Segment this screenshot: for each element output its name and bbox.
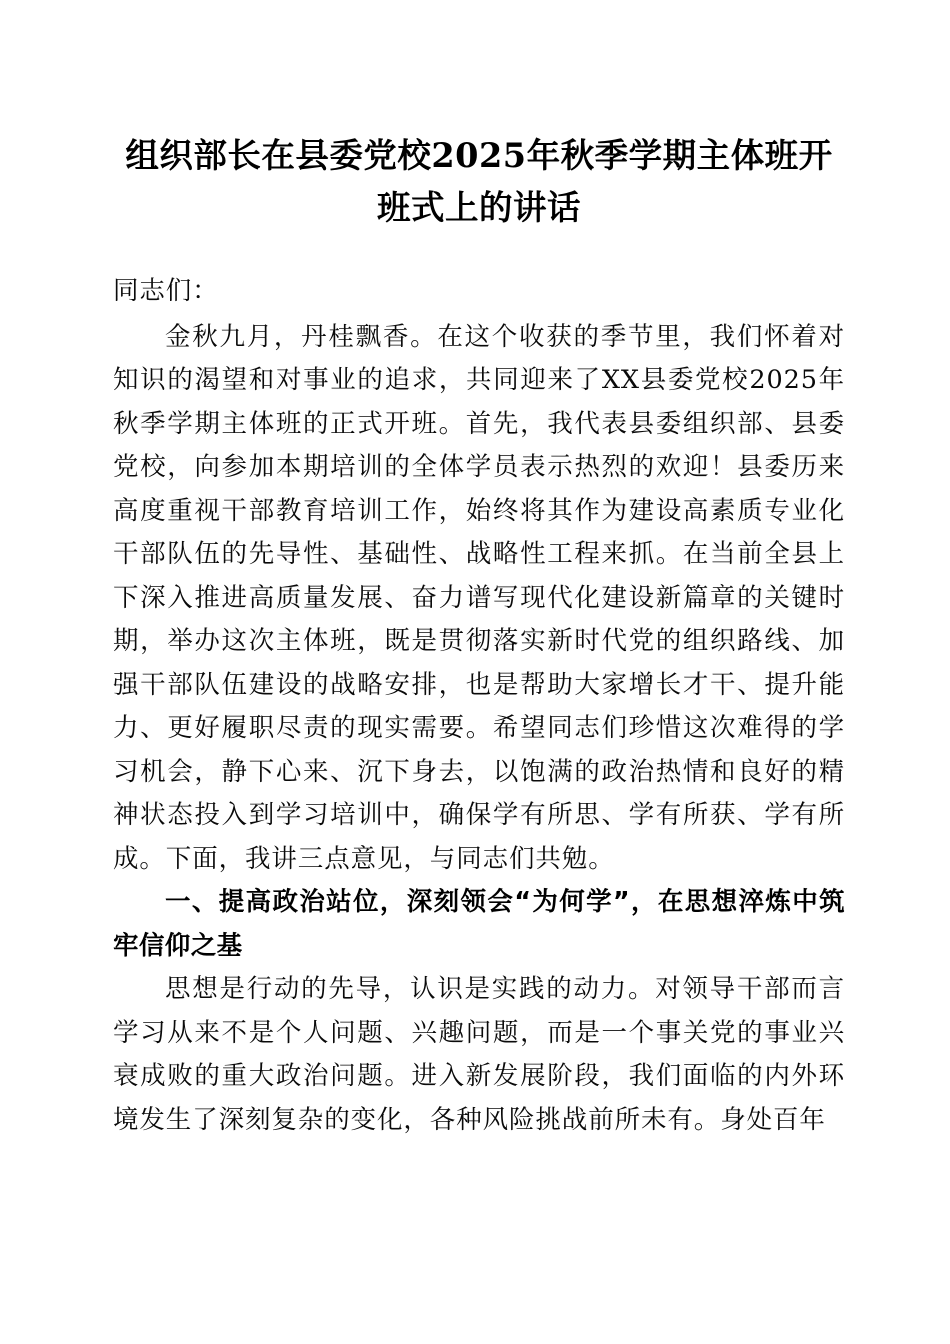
salutation-line: 同志们： — [113, 276, 219, 306]
section-heading-one: 一、提高政治站位，深刻领会“为何学”，在思想淬炼中筑牢信仰之基 — [113, 887, 845, 961]
paragraph-opening: 金秋九月，丹桂飘香。在这个收获的季节里，我们怀着对知识的渴望和对事业的追求，共同迎来了XX县委党校2025年秋季学期主体班的正式开班。首先，我代表县委组织部、县委党校，向参加本期培训的全体学员表示热烈的欢迎！县委历来高度重视干部教育培训工作，始终将其作为建设高素质专业化干部队伍的先导性、基础性、战略性工程来抓。在当前全县上下深入推进高质量发展、奋力谱写现代化建设新篇章的关键时期，举办这次主体班，既是贯彻落实新时代党的组织路线、加强干部队伍建设的战略安排，也是帮助大家增长才干、提升能力、更好履职尽责的现实需要。希望同志们珍惜这次难得的学习机会，静下心来、沉下身去，以饱满的政治热情和良好的精神状态投入到学习培训中，确保学有所思、学有所获、学有所成。下面，我讲三点意见，与同志们共勉。 — [113, 321, 845, 874]
document-body — [113, 270, 845, 1142]
paragraph-section-one-body: 思想是行动的先导，认识是实践的动力。对领导干部而言学习从来不是个人问题、兴趣问题，而是一个事关党的事业兴衰成败的重大政治问题。进入新发展阶段，我们面临的内外环境发生了深刻复杂的变化，各种风险挑战前所未有。身处百年 — [113, 974, 845, 1135]
document-content — [113, 0, 845, 1142]
page-title: 组织部长在县委党校2025年秋季学期主体班开班式上的讲话 — [125, 136, 833, 227]
